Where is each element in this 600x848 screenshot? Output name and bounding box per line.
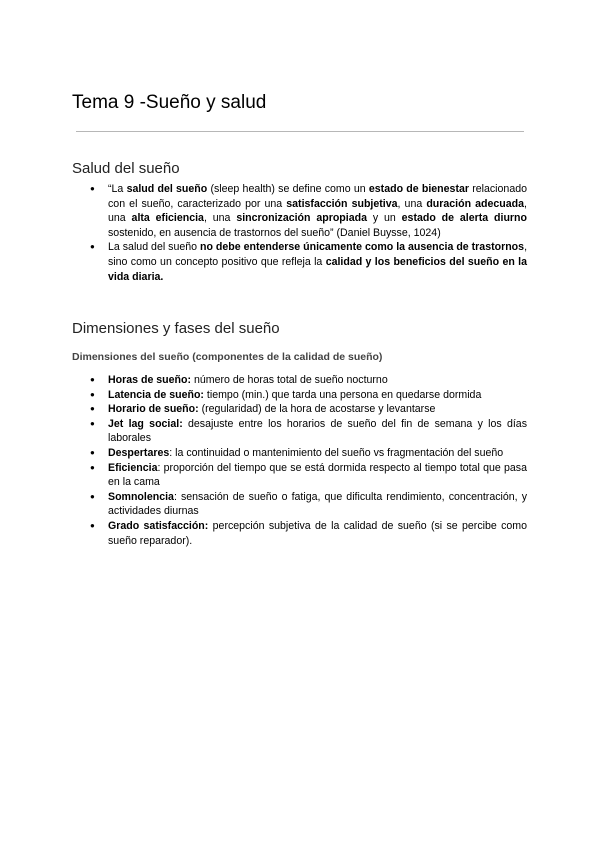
term-label: Latencia de sueño: bbox=[108, 388, 204, 401]
term-description: : proporción del tiempo que se está dormida respecto al tiempo total que pasa en la cama bbox=[108, 461, 527, 489]
list-item bbox=[72, 417, 527, 446]
section-heading-dimensiones: Dimensiones y fases del sueño bbox=[72, 320, 280, 337]
term-label: Eficiencia bbox=[108, 461, 158, 474]
title-divider bbox=[76, 131, 524, 132]
bullet-icon: ● bbox=[90, 491, 95, 501]
bullet-icon: ● bbox=[90, 184, 95, 193]
bullet-icon: ● bbox=[90, 520, 95, 530]
list-item bbox=[72, 240, 527, 284]
term-description: : sensación de sueño o fatiga, que dificulta rendimiento, concentración, y actividades diurnas bbox=[108, 490, 527, 518]
bold-run: calidad y los beneficios del sueño en la vida diaria. bbox=[108, 255, 527, 283]
bullet-icon: ● bbox=[90, 389, 95, 399]
text-run: y un bbox=[366, 212, 402, 225]
bold-run: salud del sueño bbox=[126, 183, 208, 195]
bullet-icon: ● bbox=[90, 462, 95, 472]
term-description: desajuste entre los horarios de sueño del fin de semana y los días laborales bbox=[108, 417, 527, 445]
text-run: , una bbox=[397, 197, 427, 210]
text-run: , una bbox=[108, 197, 527, 225]
term-label: Despertares bbox=[108, 446, 170, 459]
list-item bbox=[72, 446, 527, 461]
salud-bullet-list bbox=[72, 182, 527, 284]
term-label: Horas de sueño: bbox=[108, 374, 192, 386]
term-description: (regularidad) de la hora de acostarse y levantarse bbox=[198, 403, 436, 416]
term-description: : la continuidad o mantenimiento del sueño vs fragmentación del sueño bbox=[169, 446, 504, 459]
text-run: (sleep health) se define como un bbox=[207, 183, 369, 195]
bullet-icon: ● bbox=[90, 404, 95, 414]
text-run: relacionado con el sueño, caracterizado por una bbox=[108, 183, 527, 210]
list-item bbox=[72, 461, 527, 490]
term-label: Jet lag social: bbox=[108, 417, 183, 430]
term-description: número de horas total de sueño nocturno bbox=[191, 374, 388, 386]
term-label: Horario de sueño: bbox=[108, 403, 199, 416]
bold-run: alta eficiencia bbox=[131, 212, 204, 225]
bold-run: sincronización apropiada bbox=[236, 212, 367, 225]
subheading-dimensiones: Dimensiones del sueño (componentes de la calidad de sueño) bbox=[72, 351, 383, 363]
list-item bbox=[72, 519, 527, 548]
term-label: Grado satisfacción: bbox=[108, 519, 209, 532]
text-run: “La bbox=[108, 183, 127, 195]
list-item bbox=[72, 182, 527, 240]
list-item bbox=[72, 402, 527, 417]
dimensiones-bullet-list bbox=[72, 373, 527, 548]
page-title: Tema 9 -Sueño y salud bbox=[72, 92, 267, 113]
bullet-icon: ● bbox=[90, 242, 95, 252]
bold-run: estado de alerta diurno bbox=[401, 212, 527, 225]
bullet-icon: ● bbox=[90, 418, 95, 428]
text-run: , una bbox=[203, 212, 237, 225]
bullet-icon: ● bbox=[90, 375, 95, 384]
text-run: La salud del sueño bbox=[108, 241, 201, 254]
section-heading-salud: Salud del sueño bbox=[72, 160, 180, 177]
bold-run: estado de bienestar bbox=[368, 183, 469, 195]
term-description: percepción subjetiva de la calidad de sueño (si se percibe como sueño reparador). bbox=[108, 519, 528, 547]
list-item bbox=[72, 490, 527, 519]
term-label: Somnolencia bbox=[108, 490, 174, 503]
list-item bbox=[72, 373, 527, 388]
bold-run: satisfacción subjetiva bbox=[286, 197, 398, 210]
bullet-icon: ● bbox=[90, 447, 95, 457]
text-run: , sino como un concepto positivo que refleja la bbox=[108, 241, 528, 268]
text-run: sostenido, en ausencia de trastornos del sueño” (Daniel Buysse, 1024) bbox=[108, 226, 441, 239]
term-description: tiempo (min.) que tarda una persona en quedarse dormida bbox=[203, 388, 482, 401]
bold-run: no debe entenderse únicamente como la ausencia de trastornos bbox=[200, 241, 525, 254]
bold-run: duración adecuada bbox=[426, 197, 525, 210]
list-item bbox=[72, 388, 527, 403]
